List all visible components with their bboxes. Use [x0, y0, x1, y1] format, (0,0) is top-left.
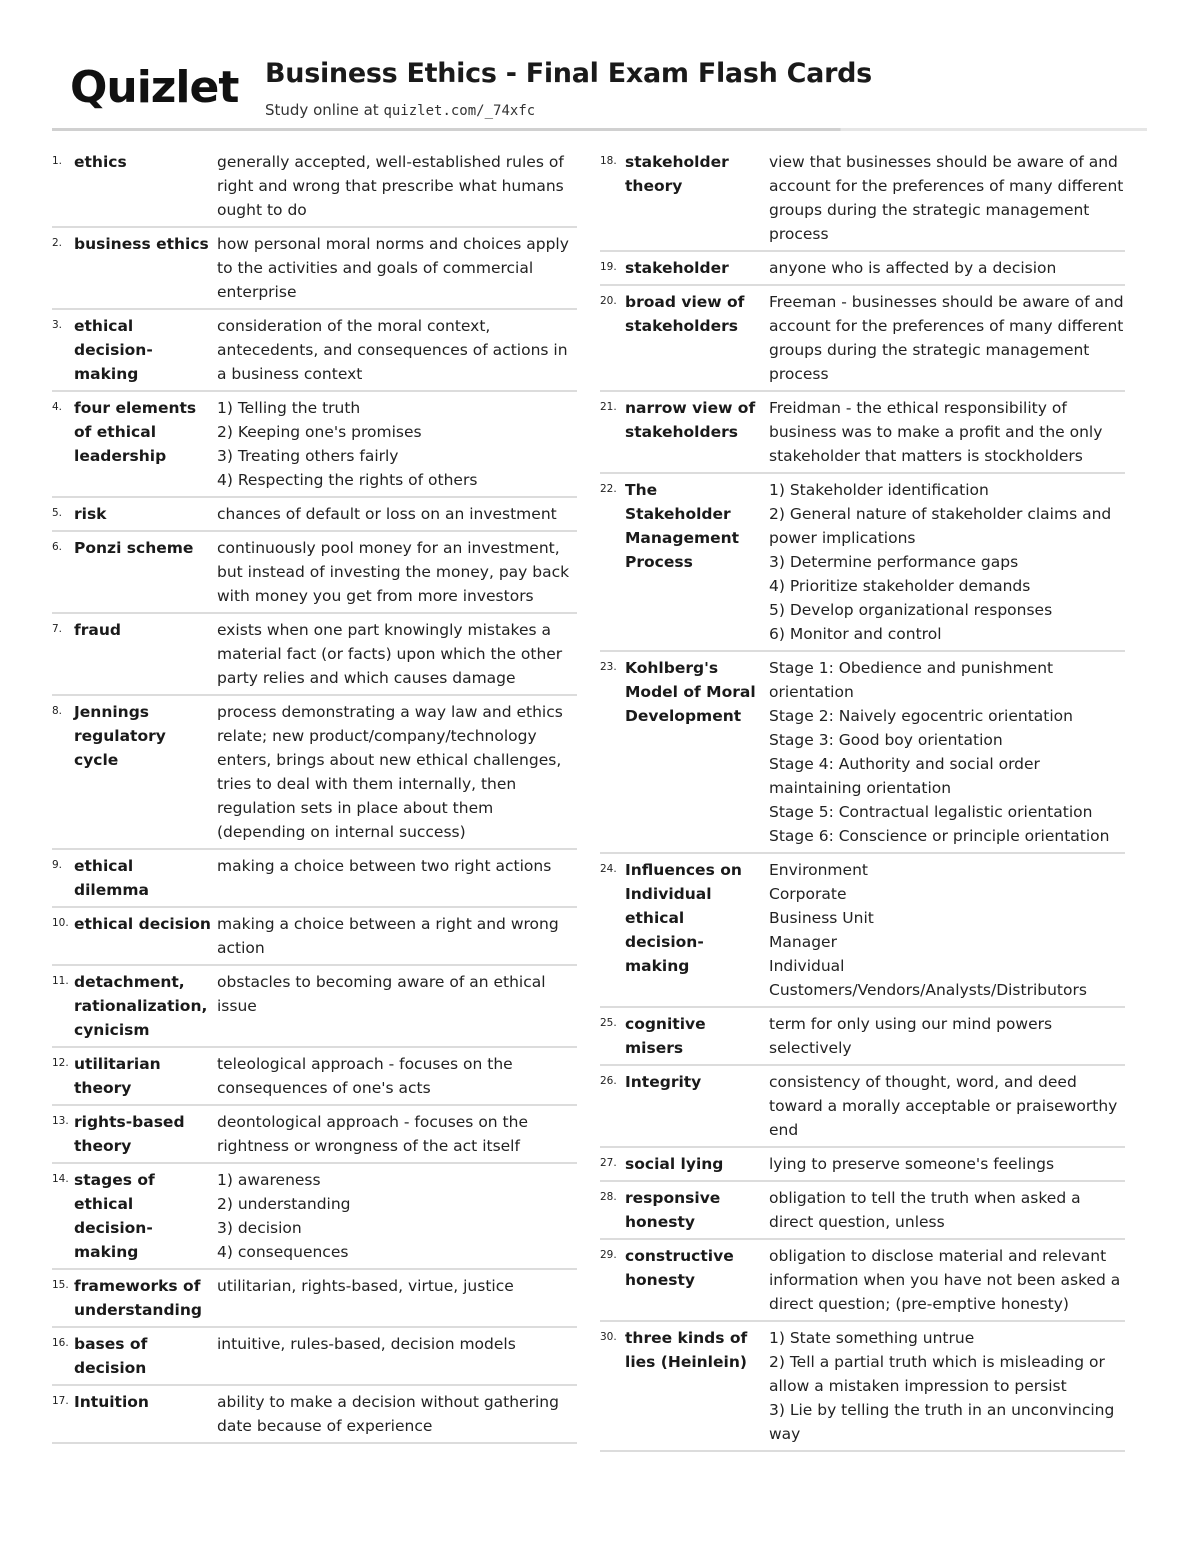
- card-definition: 1) awareness 2) understanding 3) decision 4) consequences: [217, 1171, 351, 1261]
- card-definition: lying to preserve someone's feelings: [769, 1155, 1055, 1173]
- card-number: 14.: [52, 1173, 69, 1185]
- card-term: stakeholder: [625, 259, 729, 277]
- card-definition: Stage 1: Obedience and punishment orientation Stage 2: Naively egocentric orientation Stage 3: Good boy orientation Stage 4: Authority and social order maintaining orientation Stage 5: Contractual legalistic orientation Stage 6: Conscience or principle orientation: [769, 659, 1110, 845]
- card-term: Ponzi scheme: [74, 539, 194, 557]
- flash-card: [52, 614, 577, 696]
- card-number: 1.: [52, 155, 63, 167]
- card-definition: Freeman - businesses should be aware of and account for the preferences of many different groups during the strategic management process: [769, 293, 1124, 383]
- flash-card: [600, 252, 1125, 286]
- card-term: ethical decision-making: [74, 317, 153, 383]
- card-definition: view that businesses should be aware of and account for the preferences of many different groups during the strategic management process: [769, 153, 1124, 243]
- flash-card: [600, 1322, 1125, 1452]
- card-number: 30.: [600, 1331, 617, 1343]
- flash-card: [52, 1270, 577, 1328]
- card-number: 24.: [600, 863, 617, 875]
- card-term: Influences on Individual ethical decision-making: [625, 861, 742, 975]
- card-definition: exists when one part knowingly mistakes a material fact (or facts) upon which the other party relies and which causes damage: [217, 621, 563, 687]
- card-number: 6.: [52, 541, 63, 553]
- card-definition: obligation to disclose material and relevant information when you have not been asked a direct question; (pre-emptive honesty): [769, 1247, 1121, 1313]
- page-title: Business Ethics - Final Exam Flash Cards: [265, 58, 872, 89]
- flash-card: [600, 1240, 1125, 1322]
- card-definition: consistency of thought, word, and deed toward a morally acceptable or praiseworthy end: [769, 1073, 1118, 1139]
- card-number: 27.: [600, 1157, 617, 1169]
- flash-card: [600, 392, 1125, 474]
- card-definition: process demonstrating a way law and ethics relate; new product/company/technology enters, brings about new ethical challenges, tries to deal with them internally, then regulation sets in place about them (depending on internal success): [217, 703, 563, 841]
- card-term: stakeholder theory: [625, 153, 729, 195]
- flash-card: [600, 286, 1125, 392]
- flash-card: [52, 1328, 577, 1386]
- card-definition: utilitarian, rights-based, virtue, justice: [217, 1277, 514, 1295]
- flash-card: [600, 652, 1125, 854]
- card-number: 4.: [52, 401, 63, 413]
- card-term: social lying: [625, 1155, 724, 1173]
- card-term: utilitarian theory: [74, 1055, 161, 1097]
- card-number: 21.: [600, 401, 617, 413]
- flash-card: [52, 1164, 577, 1270]
- flash-card: [52, 228, 577, 310]
- flash-card: [600, 1066, 1125, 1148]
- card-definition: making a choice between two right actions: [217, 857, 552, 875]
- flash-card: [52, 392, 577, 498]
- card-number: 7.: [52, 623, 63, 635]
- card-definition: obligation to tell the truth when asked a direct question, unless: [769, 1189, 1081, 1231]
- card-number: 11.: [52, 975, 69, 987]
- card-definition: chances of default or loss on an investment: [217, 505, 557, 523]
- card-number: 3.: [52, 319, 63, 331]
- card-term: frameworks of understanding: [74, 1277, 202, 1319]
- card-term: ethics: [74, 153, 127, 171]
- card-definition: continuously pool money for an investment, but instead of investing the money, pay back with money you get from more investors: [217, 539, 570, 605]
- card-number: 17.: [52, 1395, 69, 1407]
- right-card-column: [600, 146, 1125, 1452]
- card-definition: term for only using our mind powers selectively: [769, 1015, 1053, 1057]
- card-term: three kinds of lies (Heinlein): [625, 1329, 748, 1371]
- card-term: ethical dilemma: [74, 857, 149, 899]
- flash-card: [600, 1182, 1125, 1240]
- card-term: Integrity: [625, 1073, 702, 1091]
- card-number: 16.: [52, 1337, 69, 1349]
- card-term: broad view of stakeholders: [625, 293, 745, 335]
- card-term: constructive honesty: [625, 1247, 734, 1289]
- card-term: bases of decision: [74, 1335, 148, 1377]
- flash-card: [600, 854, 1125, 1008]
- flash-card: [52, 146, 577, 228]
- flash-card: [52, 532, 577, 614]
- left-card-column: [52, 146, 577, 1444]
- flash-card: [52, 908, 577, 966]
- card-term: Jennings regulatory cycle: [74, 703, 166, 769]
- card-term: cognitive misers: [625, 1015, 706, 1057]
- card-definition: how personal moral norms and choices apply to the activities and goals of commercial enterprise: [217, 235, 569, 301]
- card-term: business ethics: [74, 235, 209, 253]
- card-definition: deontological approach - focuses on the rightness or wrongness of the act itself: [217, 1113, 528, 1155]
- card-number: 28.: [600, 1191, 617, 1203]
- flash-card: [52, 310, 577, 392]
- quizlet-logo: Quizlet: [70, 62, 239, 113]
- card-number: 5.: [52, 507, 63, 519]
- card-definition: generally accepted, well-established rules of right and wrong that prescribe what humans ought to do: [217, 153, 564, 219]
- card-definition: 1) Telling the truth 2) Keeping one's promises 3) Treating others fairly 4) Respecting the rights of others: [217, 399, 478, 489]
- card-number: 20.: [600, 295, 617, 307]
- card-term: ethical decision: [74, 915, 211, 933]
- card-term: fraud: [74, 621, 121, 639]
- card-number: 23.: [600, 661, 617, 673]
- study-url-link[interactable]: quizlet.com/_74xfc: [383, 103, 536, 119]
- card-term: detachment, rationalization, cynicism: [74, 973, 208, 1039]
- flash-card: [52, 1048, 577, 1106]
- page-subtitle: [265, 101, 535, 119]
- card-definition: Environment Corporate Business Unit Manager Individual Customers/Vendors/Analysts/Distributors: [769, 861, 1087, 999]
- card-definition: ability to make a decision without gathering date because of experience: [217, 1393, 559, 1435]
- card-number: 18.: [600, 155, 617, 167]
- flash-card: [600, 474, 1125, 652]
- header-divider: [52, 128, 1147, 131]
- card-number: 26.: [600, 1075, 617, 1087]
- card-number: 29.: [600, 1249, 617, 1261]
- flash-card: [52, 696, 577, 850]
- card-number: 22.: [600, 483, 617, 495]
- card-number: 9.: [52, 859, 63, 871]
- card-term: stages of ethical decision-making: [74, 1171, 155, 1261]
- card-number: 2.: [52, 237, 63, 249]
- card-term: four elements of ethical leadership: [74, 399, 197, 465]
- card-number: 10.: [52, 917, 69, 929]
- flash-card: [52, 498, 577, 532]
- card-number: 25.: [600, 1017, 617, 1029]
- card-definition: making a choice between a right and wrong action: [217, 915, 559, 957]
- card-term: rights-based theory: [74, 1113, 185, 1155]
- flash-card: [600, 146, 1125, 252]
- card-definition: anyone who is affected by a decision: [769, 259, 1057, 277]
- card-term: responsive honesty: [625, 1189, 721, 1231]
- card-number: 19.: [600, 261, 617, 273]
- card-definition: obstacles to becoming aware of an ethical issue: [217, 973, 546, 1015]
- card-definition: intuitive, rules-based, decision models: [217, 1335, 516, 1353]
- card-definition: 1) State something untrue 2) Tell a partial truth which is misleading or allow a mistaken impression to persist 3) Lie by telling the truth in an unconvincing way: [769, 1329, 1115, 1443]
- subtitle-prefix: Study online at: [265, 101, 384, 119]
- card-term: Kohlberg's Model of Moral Development: [625, 659, 756, 725]
- flash-card: [52, 1386, 577, 1444]
- card-definition: Freidman - the ethical responsibility of business was to make a profit and the only stakeholder that matters is stockholders: [769, 399, 1103, 465]
- card-definition: 1) Stakeholder identification 2) General nature of stakeholder claims and power implications 3) Determine performance gaps 4) Prioritize stakeholder demands 5) Develop organizational responses 6) Monitor and control: [769, 481, 1112, 643]
- flash-card: [52, 1106, 577, 1164]
- card-term: narrow view of stakeholders: [625, 399, 756, 441]
- card-definition: teleological approach - focuses on the consequences of one's acts: [217, 1055, 513, 1097]
- card-definition: consideration of the moral context, antecedents, and consequences of actions in a business context: [217, 317, 568, 383]
- card-number: 15.: [52, 1279, 69, 1291]
- flash-card: [52, 966, 577, 1048]
- flash-card: [52, 850, 577, 908]
- card-number: 13.: [52, 1115, 69, 1127]
- flash-card: [600, 1148, 1125, 1182]
- card-number: 12.: [52, 1057, 69, 1069]
- flash-card: [600, 1008, 1125, 1066]
- card-term: Intuition: [74, 1393, 149, 1411]
- card-term: The Stakeholder Management Process: [625, 481, 740, 571]
- card-number: 8.: [52, 705, 63, 717]
- card-term: risk: [74, 505, 107, 523]
